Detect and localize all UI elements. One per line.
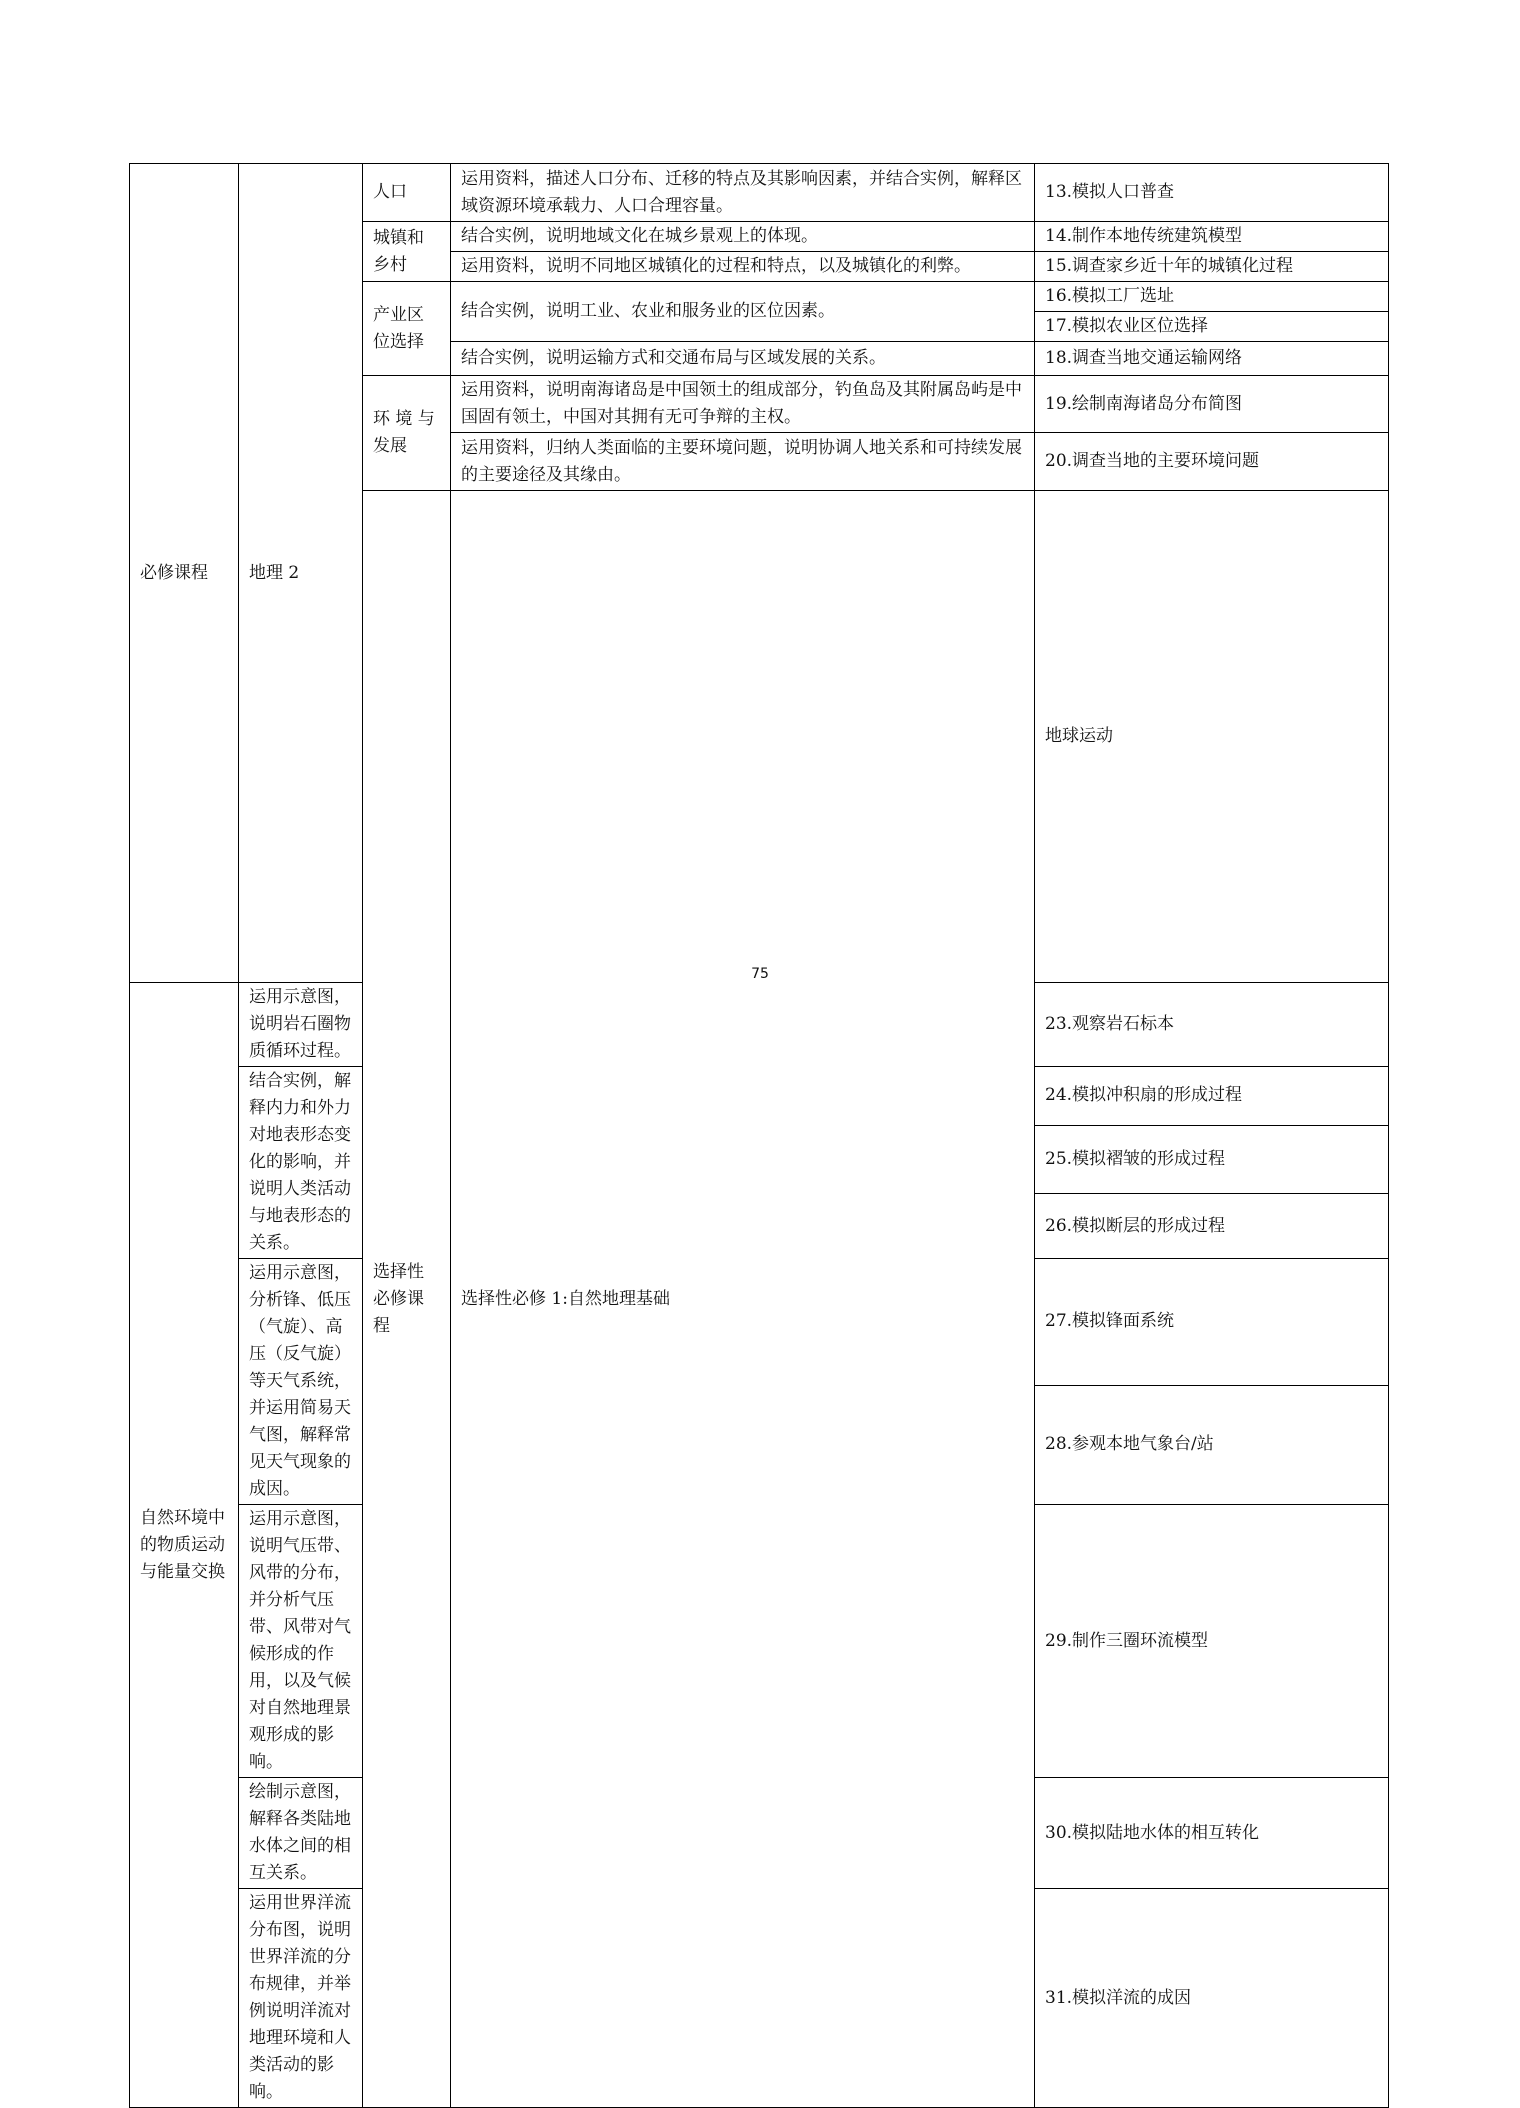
topic-population: 人口 [363,164,451,222]
activity-19: 19.绘制南海诸岛分布简图 [1035,376,1389,433]
activity-20: 20.调查当地的主要环境问题 [1035,433,1389,491]
requirement-2: 结合实例，说明地域文化在城乡景观上的体现。 [451,222,1035,252]
category-required: 必修课程 [130,164,239,983]
category-elective: 选择性必修课程 [363,491,451,2108]
page-number: 75 [751,966,769,982]
activity-28: 28.参观本地气象台/站 [1035,1385,1389,1504]
activity-29: 29.制作三圈环流模型 [1035,1505,1389,1778]
topic-urban-rural: 城镇和乡村 [363,222,451,282]
topic-earth-motion: 地球运动 [1035,491,1389,983]
activity-14: 14.制作本地传统建筑模型 [1035,222,1389,252]
topic-matter-energy-exchange: 自然环境中的物质运动与能量交换 [130,983,239,2108]
activity-31: 31.模拟洋流的成因 [1035,1889,1389,2108]
requirement-1: 运用资料，描述人口分布、迁移的特点及其影响因素，并结合实例，解释区域资源环境承载力、人口合理容量。 [451,164,1035,222]
requirement-12: 运用示意图，说明气压带、风带的分布，并分析气压带、风带对气候形成的作用，以及气候对自然地理景观形成的影响。 [239,1505,363,1778]
requirement-5: 结合实例，说明运输方式和交通布局与区域发展的关系。 [451,342,1035,376]
topic-environment-development: 环 境 与发展 [363,376,451,491]
activity-16: 16.模拟工厂选址 [1035,282,1389,312]
requirement-10: 结合实例，解释内力和外力对地表形态变化的影响，并说明人类活动与地表形态的关系。 [239,1067,363,1259]
activity-15: 15.调查家乡近十年的城镇化过程 [1035,252,1389,282]
activity-17: 17.模拟农业区位选择 [1035,312,1389,342]
activity-26: 26.模拟断层的形成过程 [1035,1194,1389,1259]
activity-24: 24.模拟冲积扇的形成过程 [1035,1067,1389,1126]
requirement-4: 结合实例，说明工业、农业和服务业的区位因素。 [451,282,1035,342]
requirement-11: 运用示意图，分析锋、低压（气旋）、高压（反气旋）等天气系统，并运用简易天气图，解释常见天气现象的成因。 [239,1259,363,1505]
module-geography-2: 地理 2 [239,164,363,983]
requirement-6: 运用资料，说明南海诸岛是中国领土的组成部分，钓鱼岛及其附属岛屿是中国固有领土，中国对其拥有无可争辩的主权。 [451,376,1035,433]
topic-industry-location: 产业区位选择 [363,282,451,376]
activity-30: 30.模拟陆地水体的相互转化 [1035,1778,1389,1889]
curriculum-table [129,163,1389,2108]
activity-13: 13.模拟人口普查 [1035,164,1389,222]
requirement-14: 运用世界洋流分布图，说明世界洋流的分布规律，并举例说明洋流对地理环境和人类活动的影响。 [239,1889,363,2108]
activity-23: 23.观察岩石标本 [1035,983,1389,1067]
module-elective-1: 选择性必修 1:自然地理基础 [451,491,1035,2108]
activity-18: 18.调查当地交通运输网络 [1035,342,1389,376]
requirement-7: 运用资料，归纳人类面临的主要环境问题，说明协调人地关系和可持续发展的主要途径及其缘由。 [451,433,1035,491]
activity-27: 27.模拟锋面系统 [1035,1259,1389,1386]
requirement-13: 绘制示意图，解释各类陆地水体之间的相互关系。 [239,1778,363,1889]
requirement-9: 运用示意图，说明岩石圈物质循环过程。 [239,983,363,1067]
requirement-3: 运用资料，说明不同地区城镇化的过程和特点，以及城镇化的利弊。 [451,252,1035,282]
activity-25: 25.模拟褶皱的形成过程 [1035,1125,1389,1194]
